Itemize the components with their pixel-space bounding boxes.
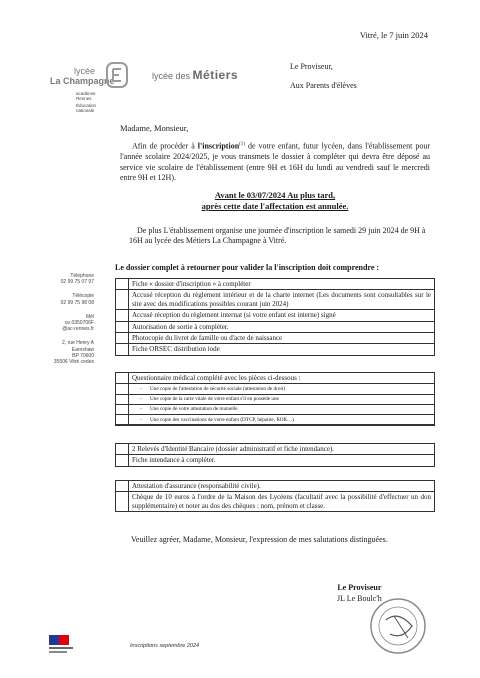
checkbox[interactable] xyxy=(116,373,129,383)
checkbox[interactable] xyxy=(116,290,129,309)
checklist-item: 2 Relevés d'Identité Bancaire (dossier administratif et fiche intendance). xyxy=(132,445,335,453)
contact-sidebar xyxy=(40,273,94,365)
recipient-block xyxy=(290,57,357,95)
recipient-line: Aux Parents d'élèves xyxy=(290,81,357,90)
phone-label: Téléphone xyxy=(70,273,94,279)
checkbox[interactable] xyxy=(116,395,129,404)
checkbox[interactable] xyxy=(116,344,129,354)
fax-number: 02 99 75 98 08 xyxy=(60,299,94,306)
checklist-item: Accusé réception du règlement internat (si votre enfant est interne) signé xyxy=(132,311,336,320)
logo-academie-1: académie xyxy=(76,91,96,96)
deadline-line-2: après cette date l'affectation est annulée. xyxy=(201,200,349,211)
checklist-subitem: - Une copie de la carte vitale de votre enfant s'il en possède une xyxy=(150,395,434,404)
marianne-logo-icon xyxy=(47,633,87,657)
checklist-subrow xyxy=(116,415,434,425)
letter-date: Vitré, le 7 juin 2024 xyxy=(359,30,428,40)
greeting: Madame, Monsieur, xyxy=(120,123,189,133)
checklist-subitem: - Une copie de votre attestation de mutuelle xyxy=(150,405,434,414)
checklist-row xyxy=(116,373,434,384)
footnote-marker: (1) xyxy=(239,142,245,147)
logo-education-1: Éducation xyxy=(76,103,97,108)
checkbox[interactable] xyxy=(116,444,129,454)
mail-line-2: @ac-rennes.fr xyxy=(62,326,94,333)
checkbox[interactable] xyxy=(116,322,129,332)
checklist-subrow xyxy=(116,395,434,405)
checklist-row xyxy=(116,322,434,333)
checklist-row xyxy=(116,492,434,511)
signature-title: Le Proviseur xyxy=(337,583,382,592)
checklist-item: Fiche « dossier d'inscription » à compléter xyxy=(132,280,251,288)
checklist-subrow xyxy=(116,405,434,415)
checkbox[interactable] xyxy=(116,455,129,465)
checklist-item: Photocopie du livret de famille ou d'acte de naissance xyxy=(132,334,283,343)
checklist-subrow xyxy=(116,384,434,394)
closing-formula: Veuillez agréer, Madame, Monsieur, l'expression de mes salutations distinguées. xyxy=(131,535,388,544)
checkbox[interactable] xyxy=(116,405,129,414)
lycee-des-metiers-logo xyxy=(152,66,238,84)
checkbox[interactable] xyxy=(116,415,129,424)
fax-label: Télécopie xyxy=(72,293,94,300)
checklist-table-medical xyxy=(115,372,435,426)
signature-name: JL Le Boulc'h xyxy=(337,594,382,603)
checklist-table-documents xyxy=(115,278,435,356)
address-line-3: BP 70600 xyxy=(72,352,94,359)
lycee-la-champagne-logo xyxy=(50,62,128,122)
deadline-line-1: Avant le 03/07/2024 Au plus tard, xyxy=(214,190,336,200)
address-line-2: Earnshaw xyxy=(71,346,94,353)
checklist-row xyxy=(116,481,434,492)
checklist-row xyxy=(116,310,434,321)
address-line-1: 2, rue Henry A xyxy=(62,340,94,347)
sender-title: Le Proviseur, xyxy=(290,62,333,71)
checkbox[interactable] xyxy=(116,492,129,511)
checkbox[interactable] xyxy=(116,279,129,289)
checklist-item: Fiche ORSEC distribution iode xyxy=(132,345,220,354)
intro-paragraph xyxy=(120,140,430,184)
logo-e-mark-icon xyxy=(106,62,128,88)
checkbox[interactable] xyxy=(116,384,129,393)
intro-rest: de votre enfant, futur lycéen, dans l'établissement pour l'année scolaire 2024/2025, je vous transmets le dossier à compléter qui devra être déposé au service vie scolaire de l'établissement (entre 9H et 16H du lundi au vendredi sauf le mercredi entre 9H et 12H). xyxy=(120,141,431,183)
address-line-4: 35506 Vitré cedex xyxy=(53,359,94,366)
phone-number: 02 99 75 07 97 xyxy=(60,279,94,286)
deadline-notice xyxy=(130,190,420,211)
logo-lycee-word: lycée xyxy=(74,66,96,76)
checklist-row xyxy=(116,344,434,354)
checkbox[interactable] xyxy=(116,333,129,343)
intro-bold-inscription: l'inscription xyxy=(197,141,240,151)
checklist-row xyxy=(116,279,434,290)
checklist-item: Attestation d'assurance (responsabilité civile). xyxy=(132,482,261,490)
mail-label: Mél xyxy=(85,313,94,320)
official-stamp-icon xyxy=(368,596,428,656)
logo-metiers-word: Métiers xyxy=(192,68,239,82)
checklist-item: Fiche intendance à compléter. xyxy=(132,456,216,465)
checklist-row xyxy=(116,290,434,310)
checklist-item: Questionnaire médical complété avec les pièces ci-dessous : xyxy=(132,374,301,382)
checklist-item: Chèque de 10 euros à l'ordre de la Maison des Lycéens (facultatif avec la possibilité d'effectuer un don supplémentaire) et noter au dos des chèques : nom, prénom et classe. xyxy=(132,493,431,510)
open-day-paragraph: De plus L'établissement organise une journée d'inscription le samedi 29 juin 2024 de 9H à 16H au lycée des Métiers La Champagne à Vitré. xyxy=(129,226,426,246)
checklist-row xyxy=(116,333,434,344)
checklist-row xyxy=(116,455,434,465)
mail-line-1: ce.0350706F xyxy=(64,320,94,327)
checkbox[interactable] xyxy=(116,481,129,491)
checklist-item: Autorisation de sortie à compléter. xyxy=(132,322,229,331)
logo-education-2: nationale xyxy=(76,108,95,113)
checklist-row xyxy=(116,444,434,455)
logo-lycee-name: La Champagne xyxy=(50,76,115,86)
logo-academie-2: Rennes xyxy=(76,96,92,101)
intro-start: Afin de procéder à xyxy=(132,141,198,151)
checklist-table-bank xyxy=(115,443,435,467)
checklist-table-insurance xyxy=(115,480,435,512)
checklist-item: Accusé réception du règlement intérieur et de la charte internet (Les documents sont consultables sur le site avec des modifications possibles courant juin 2024) xyxy=(132,291,431,308)
footer-reference: Inscriptions septembre 2024 xyxy=(130,643,200,649)
checklist-subitem: - Une copie de l'attestation de sécurité sociale (attestation de droit) xyxy=(150,384,434,393)
logo-metiers-prefix: lycée des xyxy=(152,71,193,81)
checkbox[interactable] xyxy=(116,310,129,320)
checklist-title: Le dossier complet à retourner pour valider la l'inscription doit comprendre : xyxy=(115,263,380,272)
checklist-subitem: - Une copie des vaccinations de votre enfant (DTCP, hépatite, ROR…) xyxy=(150,415,434,424)
